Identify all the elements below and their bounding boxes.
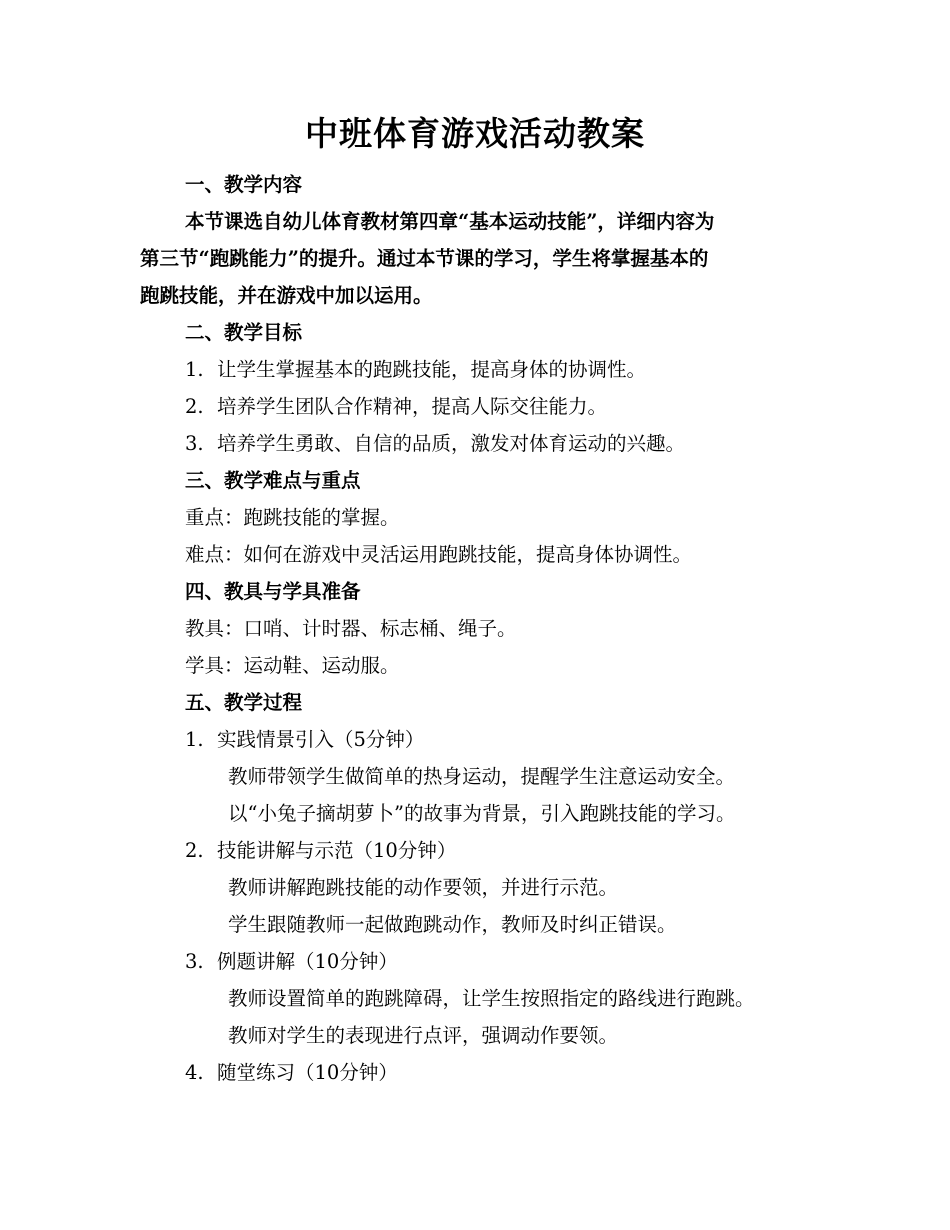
section-heading-process: 五、教学过程	[185, 691, 303, 714]
step-detail: 教师对学生的表现进行点评，强调动作要领。	[228, 1024, 619, 1047]
step-title	[185, 1058, 398, 1088]
list-item	[185, 355, 646, 385]
paragraph-line: 跑跳技能，并在游戏中加以运用。	[140, 284, 433, 307]
paragraph-line: 本节课选自幼儿体育教材第四章“基本运动技能”，详细内容为	[185, 210, 715, 233]
key-point-text: 重点：跑跳技能的掌握。	[185, 506, 400, 529]
step-number: 4.	[185, 1061, 204, 1084]
teacher-tools-text: 教具：口哨、计时器、标志桶、绳子。	[185, 617, 517, 640]
list-item	[185, 392, 607, 422]
step-detail: 以“小兔子摘胡萝卜”的故事为背景，引入跑跳技能的学习。	[228, 802, 736, 825]
step-title	[185, 947, 398, 977]
student-tools-text: 学具：运动鞋、运动服。	[185, 654, 400, 677]
step-title	[185, 725, 424, 755]
list-item-text: 培养学生团队合作精神，提高人际交往能力。	[217, 395, 608, 418]
step-number: 3.	[185, 950, 204, 973]
step-number: 1.	[185, 728, 204, 751]
step-number: 2.	[185, 839, 204, 862]
step-detail: 教师设置简单的跑跳障碍，让学生按照指定的路线进行跑跳。	[228, 987, 755, 1010]
list-item-number: 3.	[185, 432, 204, 455]
step-detail: 学生跟随教师一起做跑跳动作，教师及时纠正错误。	[228, 913, 677, 936]
list-item-text: 让学生掌握基本的跑跳技能，提高身体的协调性。	[217, 358, 647, 381]
section-heading-materials: 四、教具与学具准备	[185, 580, 361, 603]
step-title	[185, 836, 456, 866]
difficulty-text: 难点：如何在游戏中灵活运用跑跳技能，提高身体协调性。	[185, 543, 693, 566]
list-item-number: 1.	[185, 358, 204, 381]
section-heading-content: 一、教学内容	[185, 173, 303, 196]
section-heading-difficulties: 三、教学难点与重点	[185, 469, 361, 492]
step-detail: 教师带领学生做简单的热身运动，提醒学生注意运动安全。	[228, 765, 736, 788]
step-title-text: 实践情景引入（5分钟）	[217, 728, 425, 751]
list-item	[185, 429, 685, 459]
step-title-text: 随堂练习（10分钟）	[217, 1061, 398, 1084]
list-item-text: 培养学生勇敢、自信的品质，激发对体育运动的兴趣。	[217, 432, 686, 455]
paragraph-line: 第三节“跑跳能力”的提升。通过本节课的学习，学生将掌握基本的	[140, 247, 709, 270]
step-title-text: 技能讲解与示范（10分钟）	[217, 839, 457, 862]
step-detail: 教师讲解跑跳技能的动作要领，并进行示范。	[228, 876, 619, 899]
section-heading-objectives: 二、教学目标	[185, 321, 303, 344]
step-title-text: 例题讲解（10分钟）	[217, 950, 398, 973]
list-item-number: 2.	[185, 395, 204, 418]
page-title: 中班体育游戏活动教案	[305, 114, 645, 153]
